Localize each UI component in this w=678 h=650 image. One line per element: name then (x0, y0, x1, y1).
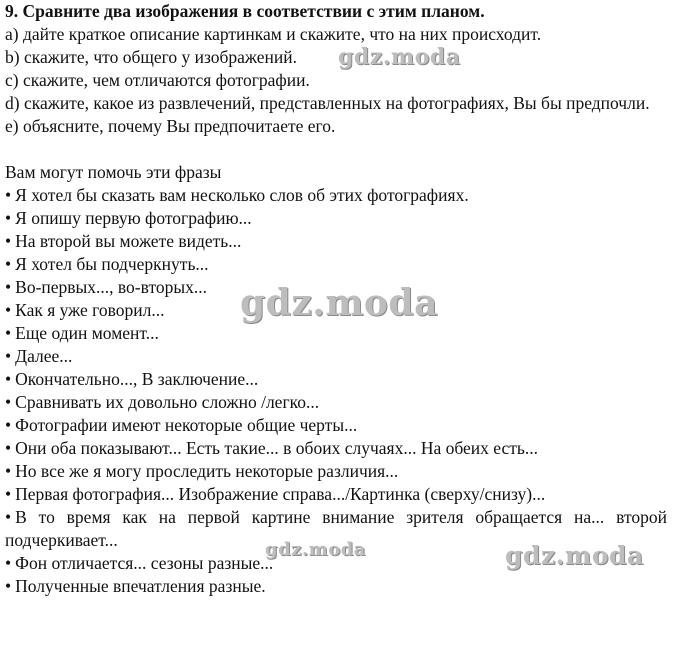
phrase-text: Окончательно..., В заключение... (15, 369, 259, 389)
phrase-text: Сравнивать их довольно сложно /легко... (15, 392, 320, 412)
phrases-list (5, 184, 667, 598)
bullet-icon: • (5, 392, 12, 412)
phrase-text: Я опишу первую фотографию... (15, 208, 252, 228)
phrase-text: Я хотел бы сказать вам несколько слов об этих фотографиях. (15, 185, 469, 205)
phrase-item (5, 368, 667, 391)
phrase-text: Во-первых..., во-вторых... (15, 277, 208, 297)
plan-item-b: b) скажите, что общего у изображений. (5, 47, 298, 67)
plan-item-d: d) скажите, какое из развлечений, представленных на фотографиях, Вы бы предпочли. (5, 93, 650, 113)
phrase-text: Но все же я могу проследить некоторые различия... (15, 461, 399, 481)
watermark-logo: gdz.moda (338, 44, 461, 70)
phrase-item (5, 437, 667, 460)
watermark-logo: gdz.moda (265, 539, 366, 560)
phrase-item (5, 184, 667, 207)
phrase-text: Полученные впечатления разные. (15, 576, 266, 596)
bullet-icon: • (5, 369, 12, 389)
phrases-heading: Вам могут помочь эти фразы (5, 162, 222, 182)
phrase-item (5, 207, 667, 230)
bullet-icon: • (5, 576, 12, 596)
bullet-icon: • (5, 415, 12, 435)
bullet-icon: • (5, 277, 12, 297)
phrase-item (5, 460, 667, 483)
bullet-icon: • (5, 254, 12, 274)
blank-line (5, 138, 667, 161)
phrase-item (5, 230, 667, 253)
phrase-text: Первая фотография... Изображение справа.../Картинка (сверху/снизу)... (15, 484, 546, 504)
phrase-text: В то время как на первой картине внимание зрителя обращается на... второй подчеркивает... (5, 507, 667, 550)
phrase-item (5, 322, 667, 345)
watermark-logo: gdz.moda (240, 282, 438, 324)
phrase-item (5, 345, 667, 368)
phrase-text: Я хотел бы подчеркнуть... (15, 254, 209, 274)
plan-item-c: c) скажите, чем отличаются фотографии. (5, 70, 310, 90)
bullet-icon: • (5, 484, 12, 504)
phrase-text: На второй вы можете видеть... (15, 231, 242, 251)
plan-item-a: a) дайте краткое описание картинкам и скажите, что на них происходит. (5, 24, 542, 44)
bullet-icon: • (5, 438, 12, 458)
watermark-logo: gdz.moda (505, 541, 644, 570)
phrase-item (5, 575, 667, 598)
phrase-text: Они оба показывают... Есть такие... в обоих случаях... На обеих есть... (15, 438, 539, 458)
bullet-icon: • (5, 185, 12, 205)
plan-item-e: e) объясните, почему Вы предпочитаете его. (5, 116, 336, 136)
phrase-text: Еще один момент... (15, 323, 159, 343)
phrase-text: Фон отличается... сезоны разные... (15, 553, 274, 573)
phrase-text: Фотографии имеют некоторые общие черты... (15, 415, 358, 435)
phrase-text: Как я уже говорил... (15, 300, 165, 320)
bullet-icon: • (5, 323, 12, 343)
bullet-icon: • (5, 553, 12, 573)
phrase-text: Далее... (15, 346, 73, 366)
bullet-icon: • (5, 461, 12, 481)
bullet-icon: • (5, 231, 12, 251)
phrase-item (5, 483, 667, 506)
phrase-item (5, 253, 667, 276)
bullet-icon: • (5, 346, 12, 366)
task-title: 9. Сравните два изображения в соответствии с этим планом. (5, 1, 485, 21)
phrase-item (5, 414, 667, 437)
bullet-icon: • (5, 507, 12, 527)
bullet-icon: • (5, 208, 12, 228)
phrase-item (5, 391, 667, 414)
bullet-icon: • (5, 300, 12, 320)
